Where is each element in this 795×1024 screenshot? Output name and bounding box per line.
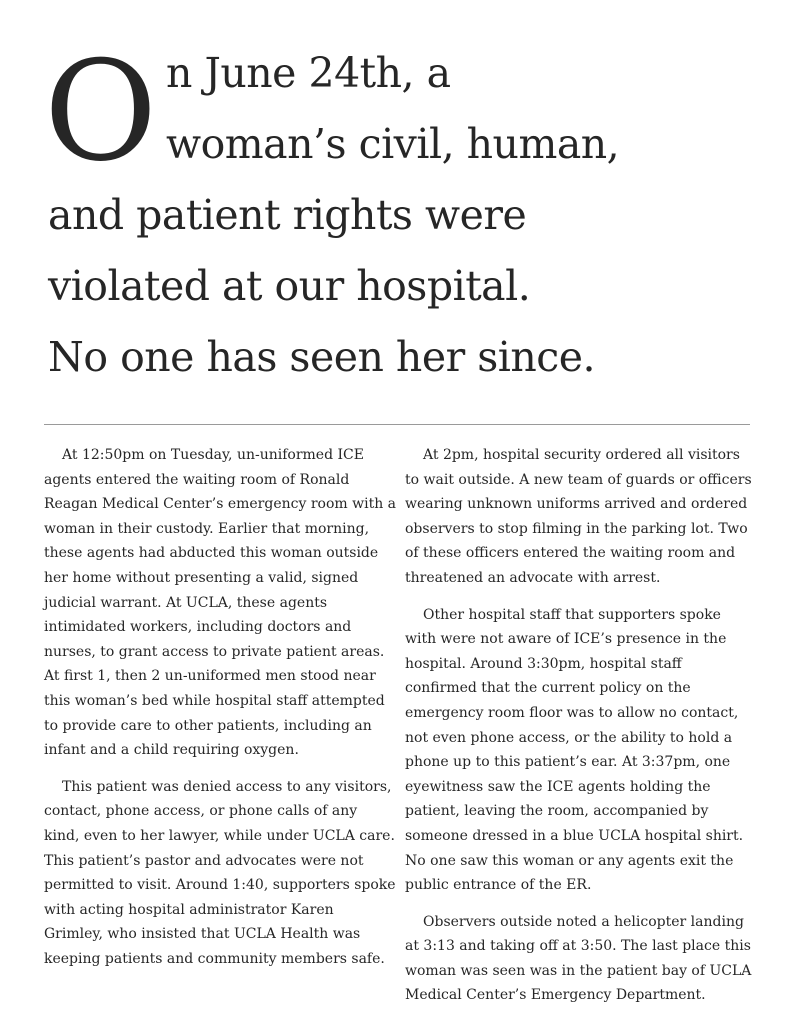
divider-rule bbox=[44, 424, 750, 425]
headline-line-4: violated at our hospital. bbox=[48, 262, 531, 310]
left-paragraph-2: This patient was denied access to any visitors, contact, phone access, or phone calls of any kind, even to her lawyer, while under UCLA care. This patient’s pastor and advocates were not permitted to visit. Around 1:40, supporters spoke with acting hospital administrator Karen Grimley, who insisted that UCLA Health was keeping patients and community members safe. bbox=[44, 778, 396, 967]
headline-line-5: No one has seen her since. bbox=[48, 333, 596, 381]
right-paragraph-1: At 2pm, hospital security ordered all visitors to wait outside. A new team of guards or officers wearing unknown uniforms arrived and ordered observers to stop filming in the parking lot. Two of these officers entered the waiting room and threatened an advocate with arrest. bbox=[405, 447, 752, 586]
headline-dropcap: O bbox=[44, 31, 158, 192]
right-paragraph-2: Other hospital staff that supporters spoke with were not aware of ICE’s presence in the hospital. Around 3:30pm, hospital staff confirmed that the current policy on the emergency room floor was to allow no contact, not even phone access, or the ability to hold a phone up to this patient’s ear. At 3:37pm, one eyewitness saw the ICE agents holding the patient, leaving the room, accompanied by someone dressed in a blue UCLA hospital shirt. No one saw this woman or any agents exit the public entrance of the ER. bbox=[405, 606, 744, 894]
headline-line-2: woman’s civil, human, bbox=[166, 120, 620, 168]
headline-line-3: and patient rights were bbox=[48, 191, 527, 239]
right-column bbox=[405, 443, 755, 1020]
left-column bbox=[44, 443, 396, 983]
right-paragraph-3: Observers outside noted a helicopter landing at 3:13 and taking off at 3:50. The last place this woman was seen was in the patient bay of UCLA Medical Center’s Emergency Department. bbox=[405, 913, 752, 1004]
headline-line-1: n June 24th, a bbox=[166, 49, 451, 97]
left-paragraph-1: At 12:50pm on Tuesday, un-uniformed ICE agents entered the waiting room of Ronald Reagan Medical Center’s emergency room with a woman in their custody. Earlier that morning, these agents had abducted this woman outside her home without presenting a valid, signed judicial warrant. At UCLA, these agents intimidated workers, including doctors and nurses, to grant access to private patient areas. At first 1, then 2 un-uniformed men stood near this woman’s bed while hospital staff attempted to provide care to other patients, including an infant and a child requiring oxygen. bbox=[44, 447, 397, 759]
